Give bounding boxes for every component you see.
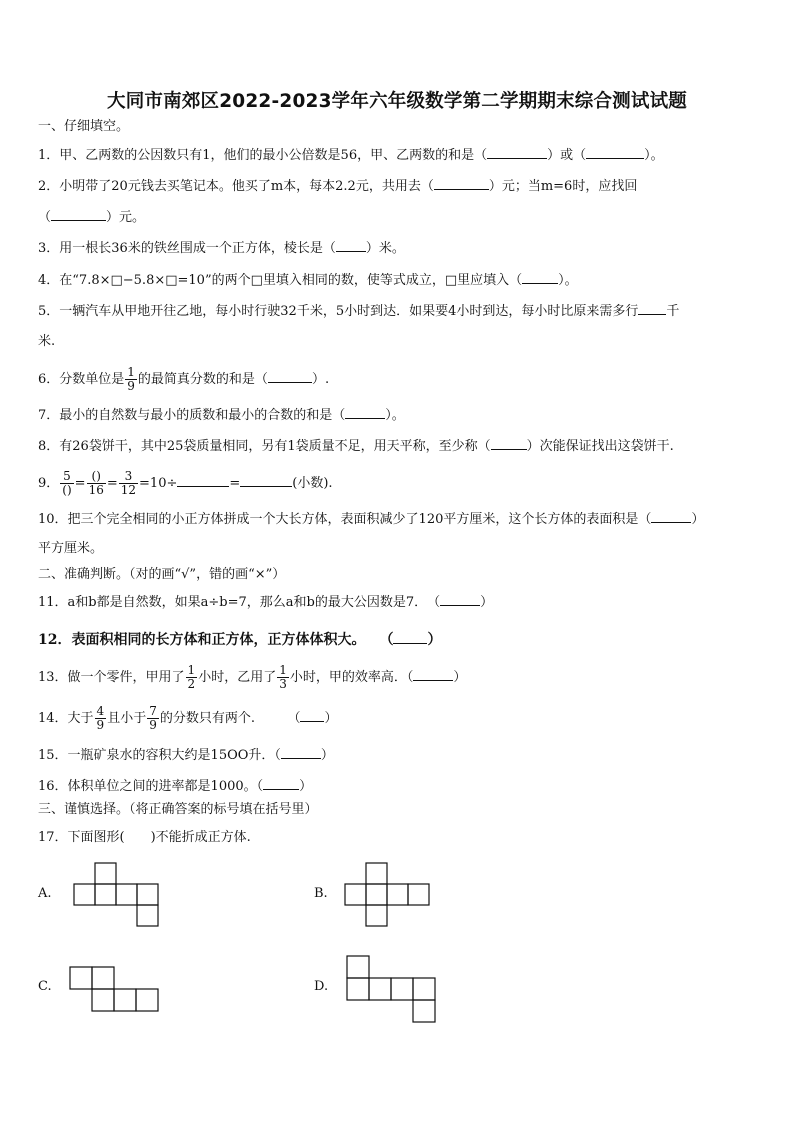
option-c-label[interactable]: C. bbox=[38, 979, 52, 994]
fraction-seven-ninths: $\frac{7}{9}$ bbox=[149, 704, 157, 732]
fraction-one-ninth: $\frac{1}{9}$ bbox=[127, 365, 135, 393]
question-17: 17．下面图形( )不能折成正方体. bbox=[38, 830, 251, 845]
page-title: 大同市南郊区2022-2023学年六年级数学第二学期期末综合测试试题 bbox=[107, 91, 687, 112]
answer-blank[interactable] bbox=[263, 776, 299, 790]
fraction-four-ninths: $\frac{4}{9}$ bbox=[96, 704, 105, 732]
question-15: 15．一瓶矿泉水的容积大约是15OO升．（ ） bbox=[38, 745, 334, 765]
fraction-one-half: $\frac{1}{2}$ bbox=[187, 663, 196, 691]
answer-blank[interactable] bbox=[345, 405, 385, 419]
answer-blank[interactable] bbox=[440, 592, 480, 606]
answer-blank[interactable] bbox=[638, 301, 666, 315]
section-1-heading: 一、仔细填空。 bbox=[38, 119, 130, 134]
option-a-label[interactable]: A. bbox=[38, 886, 52, 901]
answer-blank[interactable] bbox=[522, 270, 558, 284]
option-c-cube-net[interactable] bbox=[70, 966, 162, 1014]
answer-blank[interactable] bbox=[586, 145, 644, 159]
question-9: 9． $\frac{5}{()}$ = $\frac{()}{16}$ = $\frac{3}{12}$ =10÷ = (小数). bbox=[38, 469, 333, 497]
fraction-blank-over-16: $\frac{()}{16}$ bbox=[88, 469, 104, 497]
answer-blank[interactable] bbox=[487, 145, 547, 159]
fraction-one-third: $\frac{1}{3}$ bbox=[279, 663, 287, 691]
question-12: 12．表面积相同的长方体和正方体，正方体体积大。 （ ） bbox=[38, 632, 442, 648]
answer-blank[interactable] bbox=[281, 745, 321, 759]
question-10: 10．把三个完全相同的小正方体拼成一个大长方体，表面积减少了120平方厘米，这个长方体的表面积是（ ） bbox=[38, 509, 704, 529]
question-5-cont: 米. bbox=[38, 334, 56, 349]
answer-blank[interactable] bbox=[413, 667, 453, 681]
question-6: 6．分数单位是 $\frac{1}{9}$ 的最简真分数的和是（ ）. bbox=[38, 365, 330, 393]
question-10-cont: 平方厘米。 bbox=[38, 541, 104, 556]
fraction-3-over-12: $\frac{3}{12}$ bbox=[120, 469, 137, 497]
question-4: 4．在“7.8×□−5.8×□=10”的两个□里填入相同的数，使等式成立，□里应填入（ ）。 bbox=[38, 270, 578, 290]
answer-blank[interactable] bbox=[240, 473, 292, 487]
question-3: 3．用一根长36米的铁丝围成一个正方体，棱长是（ ）米。 bbox=[38, 238, 405, 258]
question-2: 2．小明带了20元钱去买笔记本。他买了m本，每本2.2元，共用去（ ）元；当m=6时，应找回 bbox=[38, 176, 637, 196]
option-a-cube-net[interactable] bbox=[74, 862, 162, 928]
question-14: 14．大于 $\frac{4}{9}$ 且小于 $\frac{7}{9}$ 的分数只有两个. （ ） bbox=[38, 704, 338, 732]
answer-blank[interactable] bbox=[393, 630, 427, 644]
option-d-label[interactable]: D. bbox=[314, 979, 329, 994]
answer-blank[interactable] bbox=[491, 436, 527, 450]
answer-blank[interactable] bbox=[336, 238, 366, 252]
option-d-cube-net[interactable] bbox=[347, 955, 439, 1023]
answer-blank[interactable] bbox=[51, 207, 106, 221]
section-2-heading: 二、准确判断。（对的画“√”，错的画“×”） bbox=[38, 567, 286, 582]
section-3-heading: 三、谨慎选择。（将正确答案的标号填在括号里） bbox=[38, 802, 318, 817]
fraction-5-over-blank: $\frac{5}{()}$ bbox=[62, 469, 72, 497]
question-11: 11．a和b都是自然数，如果a÷b=7，那么a和b的最大公因数是7． （ ） bbox=[38, 592, 493, 612]
question-8: 8．有26袋饼干，其中25袋质量相同，另有1袋质量不足，用天平称，至少称（ ）次能保证找出这袋饼干. bbox=[38, 436, 674, 456]
answer-blank[interactable] bbox=[268, 369, 312, 383]
option-b-cube-net[interactable] bbox=[345, 862, 433, 928]
question-13: 13．做一个零件，甲用了 $\frac{1}{2}$ 小时，乙用了 $\frac{1}{3}$ 小时，甲的效率高．（ ） bbox=[38, 663, 467, 691]
question-5: 5．一辆汽车从甲地开往乙地，每小时行驶32千米，5小时到达．如果要4小时到达，每小时比原来需多行 千 bbox=[38, 301, 679, 321]
option-b-label[interactable]: B. bbox=[314, 886, 328, 901]
question-1: 1．甲、乙两数的公因数只有1，他们的最小公倍数是56，甲、乙两数的和是（ ）或（ ）。 bbox=[38, 145, 664, 165]
question-7: 7．最小的自然数与最小的质数和最小的合数的和是（ ）。 bbox=[38, 405, 405, 425]
question-16: 16．体积单位之间的进率都是1000。（ ） bbox=[38, 776, 312, 796]
answer-blank[interactable] bbox=[177, 473, 229, 487]
question-2-cont: （ ）元。 bbox=[38, 207, 145, 227]
answer-blank[interactable] bbox=[300, 708, 324, 722]
answer-blank[interactable] bbox=[651, 509, 691, 523]
answer-blank[interactable] bbox=[434, 176, 489, 190]
